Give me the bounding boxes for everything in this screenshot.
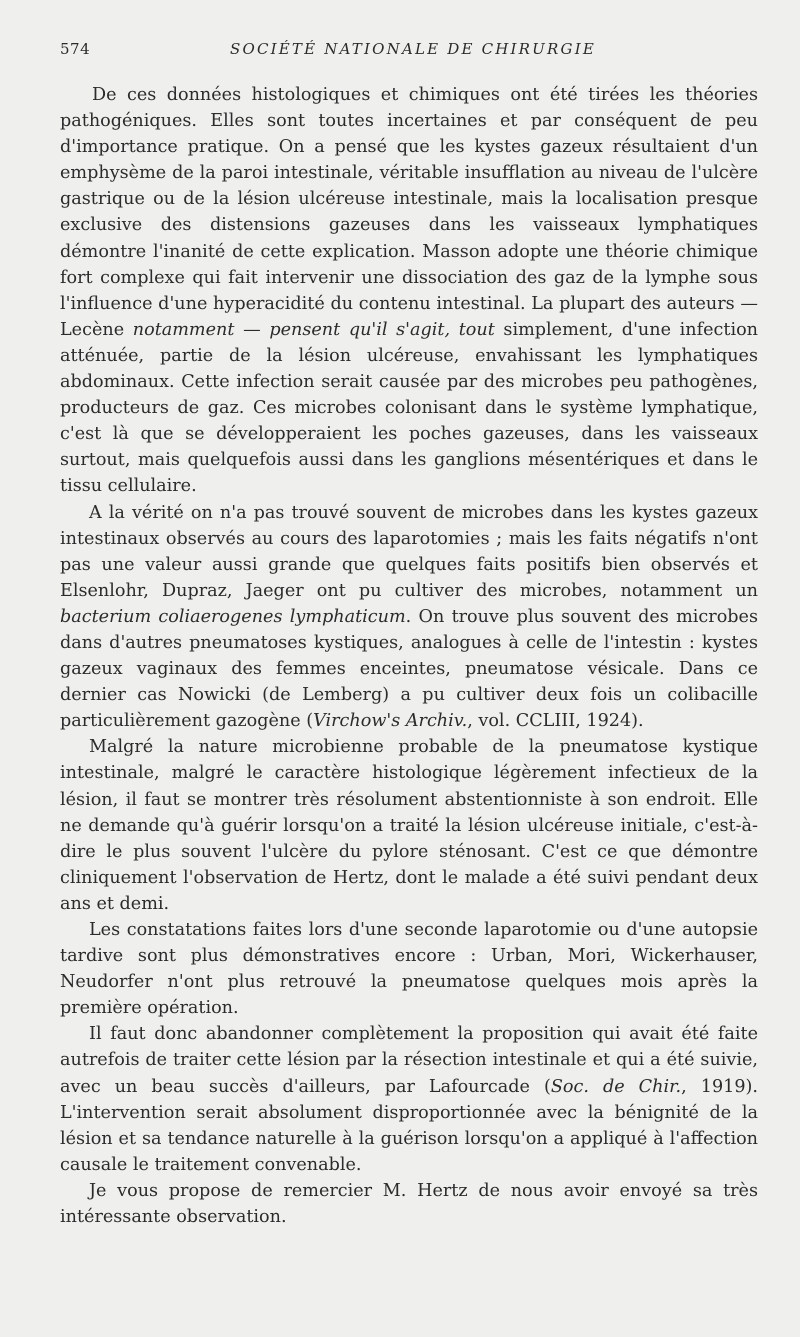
paragraph-3-text: Malgré la nature microbienne probable de la pneumatose kystique intestinale, malgré le caractère histologique légèrement infectieux de la lésion, il faut se montrer très résolument abstentionniste à son endroit. Elle ne demande qu'à guérir lorsqu'on a traité la lésion ulcéreuse initiale, c'est-à-dire le plus souvent l'ulcère du pylore sténosant. C'est ce que démontre cliniquement l'observation de Hertz, dont le malade a été suivi pendant deux ans et demi.	[60, 737, 758, 914]
paragraph-1	[60, 82, 758, 500]
paragraph-2-text-c: , vol. CCLIII, 1924).	[467, 711, 644, 732]
paragraph-2-italic-species: bacterium coliaerogenes lymphaticum	[60, 606, 406, 627]
paragraph-1-end: simplement, d'une infection atténuée, partie de la lésion ulcéreuse, envahissant les lymphatiques abdominaux. Cette infection serait causée par des microbes peu pathogènes, producteurs de gaz. Ces microbes colonisant dans le système lymphatique, c'est là que se développeraient les poches gazeuses, dans les vaisseaux surtout, mais quelquefois aussi dans les ganglions mésentériques et dans le tissu cellulaire.	[60, 319, 758, 497]
paragraph-2-text-b: . On trouve plus souvent des microbes dans d'autres pneumatoses kystiques, analogues à celle de l'intestin : kystes gazeux vaginaux des femmes enceintes, pneumatose vésicale. Dans ce dernier cas Nowicki (de Lemberg) a pu cultiver deux fois un colibacille particulièrement gazogène (	[60, 606, 758, 732]
paragraph-3	[60, 734, 758, 917]
paragraph-1-italic: notamment — pensent qu'il s'agit, tout	[132, 319, 495, 340]
paragraph-4-text: Les constatations faites lors d'une seconde laparotomie ou d'une autopsie tardive sont plus démonstratives encore : Urban, Mori, Wickerhauser, Neudorfer n'ont plus retrouvé la pneumatose quelques mois après la première opération.	[60, 920, 758, 1019]
paragraph-6-text: Je vous propose de remercier M. Hertz de nous avoir envoyé sa très intéressante observation.	[60, 1180, 758, 1228]
paragraph-2	[60, 500, 758, 735]
paragraph-2-text-a: A la vérité on n'a pas trouvé souvent de microbes dans les kystes gazeux intestinaux observés au cours des laparotomies ; mais les faits négatifs n'ont pas une valeur aussi grande que quelques faits positifs bien observés et Elsenlohr, Dupraz, Jaeger ont pu cultiver des microbes, notamment un	[60, 502, 758, 601]
paragraph-2-italic-journal: Virchow's Archiv.	[313, 711, 468, 732]
paragraph-4	[60, 917, 758, 1021]
running-title: SOCIÉTÉ NATIONALE DE CHIRURGIE	[230, 40, 596, 58]
paragraph-5	[60, 1021, 758, 1178]
body-text	[60, 82, 758, 1230]
paragraph-6	[60, 1178, 758, 1230]
paragraph-5-text-b: , 1919). L'intervention serait absolument disproportionnée avec la bénignité de la lésion et sa tendance naturelle à la guérison lorsqu'on a appliqué à l'affection causale le traitement convenable.	[60, 1076, 759, 1175]
page-header	[60, 40, 760, 60]
paragraph-5-italic-journal: Soc. de Chir.	[550, 1076, 682, 1097]
paragraph-5-text-a: Il faut donc abandonner complètement la proposition qui avait été faite autrefois de traiter cette lésion par la résection intestinale et qui a été suivie, avec un beau succès d'ailleurs, par Lafourcade (	[60, 1024, 758, 1097]
paragraph-1-text: De ces données histologiques et chimiques ont été tirées les théories pathogéniques. Elles sont toutes incertaines et par conséquent de peu d'importance pratique. On a pensé que les kystes gazeux résultaient d'un emphysème de la paroi intestinale, véritable insufflation au niveau de l'ulcère gastrique ou de la lésion ulcéreuse intestinale, mais la localisation presque exclusive des distensions gazeuses dans les vaisseaux lymphatiques démontre l'inanité de cette explication. Masson adopte une théorie chimique fort complexe qui fait intervenir une dissociation des gaz de la lymphe sous l'influence d'une hyperacidité du contenu intestinal. La plupart des auteurs — Lecène	[60, 85, 758, 340]
page-number: 574	[60, 40, 91, 58]
